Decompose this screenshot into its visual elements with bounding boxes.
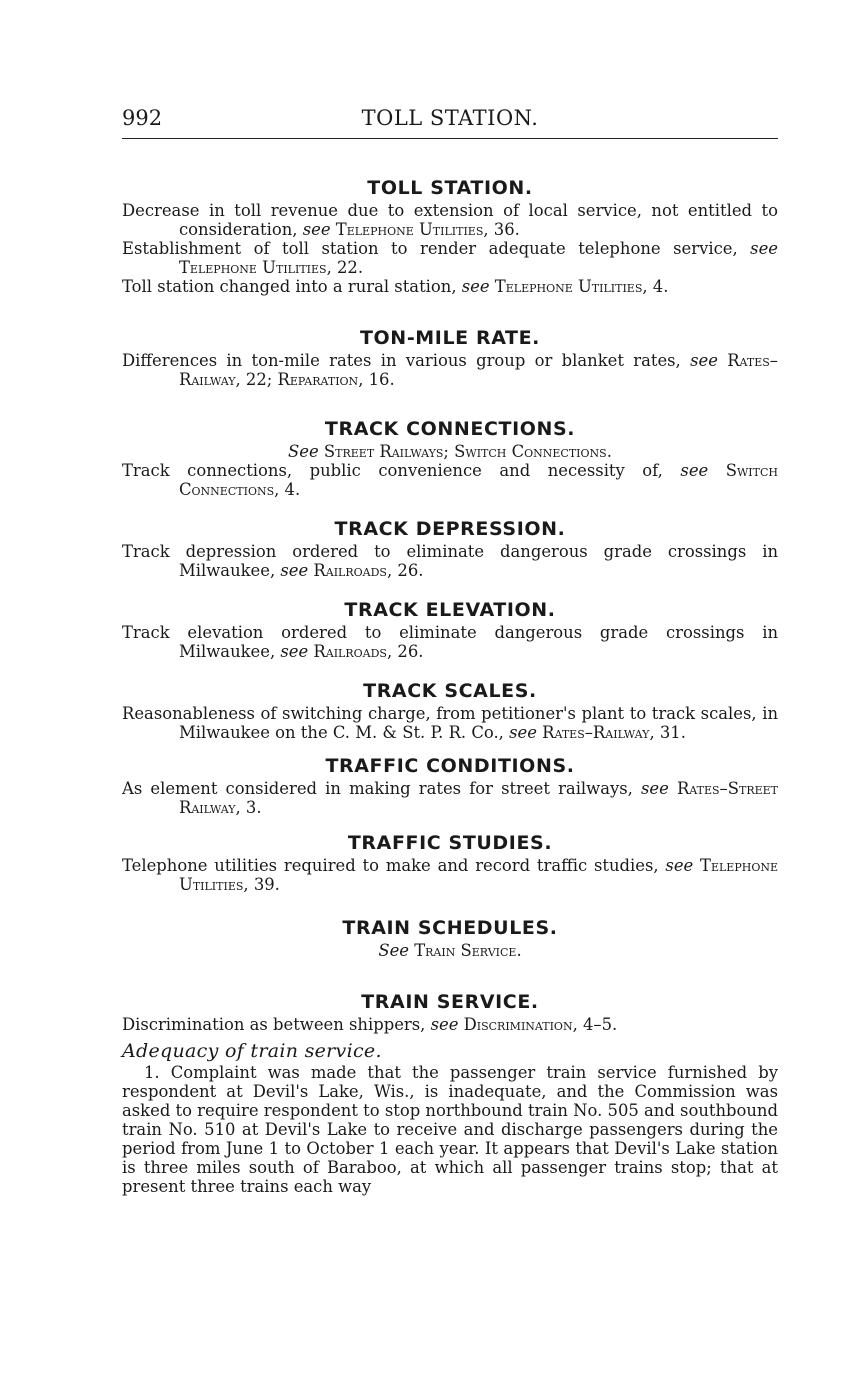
reference-tail: , 39. xyxy=(243,875,280,894)
reference: Train Service xyxy=(414,941,517,960)
index-entry xyxy=(122,351,778,389)
subheading: Adequacy of train service. xyxy=(122,1040,382,1062)
entry-text: Track connections, public convenience and necessity of, xyxy=(122,461,663,480)
see-word: see xyxy=(430,1015,459,1034)
index-entry xyxy=(122,239,778,277)
reference-tail: , 4. xyxy=(274,480,301,499)
reference: Discrimination xyxy=(463,1015,573,1034)
separator: ; xyxy=(443,442,449,461)
section-heading: TRACK DEPRESSION. xyxy=(334,518,566,540)
section-heading: TOLL STATION. xyxy=(367,177,533,199)
reference-tail: , 26. xyxy=(386,561,424,580)
index-section xyxy=(122,831,778,894)
reference: Telephone Utilities xyxy=(335,220,484,239)
reference: Switch Connections xyxy=(454,442,607,461)
see-word: see xyxy=(750,239,778,258)
reference: Rates–Railway xyxy=(179,351,778,389)
entry-text: Track depression ordered to eliminate dangerous grade crossings in Milwaukee, xyxy=(122,542,778,580)
section-heading: TON-MILE RATE. xyxy=(360,327,540,349)
section-heading: TRACK SCALES. xyxy=(363,680,537,702)
entry-text: Track elevation ordered to eliminate dangerous grade crossings in Milwaukee, xyxy=(122,623,778,661)
index-section xyxy=(122,326,778,389)
index-entry xyxy=(122,542,778,580)
see-word: see xyxy=(665,856,694,875)
entry-text: Discrimination as between shippers, xyxy=(122,1015,426,1034)
index-entry xyxy=(122,461,778,499)
see-word: see xyxy=(641,779,669,798)
entry-text: Establishment of toll station to render adequate telephone service, xyxy=(122,239,738,258)
reference: Street Railways xyxy=(323,442,444,461)
index-entry xyxy=(122,623,778,661)
index-entry xyxy=(122,856,778,894)
index-entry xyxy=(122,201,778,239)
see-word: See xyxy=(378,941,409,960)
reference-tail: , 16. xyxy=(358,370,395,389)
section-heading: TRACK CONNECTIONS. xyxy=(324,418,576,440)
running-title: TOLL STATION. xyxy=(361,106,539,130)
section-heading: TRAFFIC STUDIES. xyxy=(347,832,553,854)
entry-text: Differences in ton-mile rates in various group or blanket rates, xyxy=(122,351,681,370)
page-number: 992 xyxy=(122,106,163,130)
index-section xyxy=(122,916,778,960)
entry-text: Telephone utilities required to make and record traffic studies, xyxy=(122,856,659,875)
reference: Telephone Utilities xyxy=(494,277,643,296)
index-entry xyxy=(122,277,778,296)
cross-reference xyxy=(122,941,778,960)
see-word: see xyxy=(461,277,490,296)
see-word: see xyxy=(302,220,331,239)
reference: Switch Connections xyxy=(179,461,778,499)
entry-text: Reasonableness of switching charge, from petitioner's plant to track scales, in Milwaukee on the C. M. & St. P. R. Co., xyxy=(122,704,778,742)
see-word: see xyxy=(690,351,718,370)
entry-text: Toll station changed into a rural station, xyxy=(122,277,457,296)
reference-tail: , 22. xyxy=(326,258,364,277)
see-word: see xyxy=(280,561,309,580)
entry-text: As element considered in making rates for street railways, xyxy=(122,779,633,798)
reference-tail: , 26. xyxy=(386,642,424,661)
cross-reference xyxy=(122,442,778,461)
index-entry xyxy=(122,704,778,742)
entry-text: Decrease in toll revenue due to extension of local service, not entitled to consideration, xyxy=(122,201,778,239)
running-header xyxy=(122,104,778,139)
book-page xyxy=(122,104,778,1196)
index-section xyxy=(122,598,778,661)
index-section xyxy=(122,176,778,296)
reference-tail: . xyxy=(606,442,612,461)
see-word: see xyxy=(680,461,709,480)
reference-tail: , 36. xyxy=(483,220,520,239)
reference-tail: , 4–5. xyxy=(572,1015,618,1034)
index-sections xyxy=(122,176,778,1034)
see-word: see xyxy=(509,723,537,742)
reference-tail: , 4. xyxy=(642,277,669,296)
reference: Telephone Utilities xyxy=(179,258,327,277)
section-heading: TRAIN SCHEDULES. xyxy=(342,917,558,939)
index-entry xyxy=(122,779,778,817)
reference: Telephone Utilities xyxy=(179,856,778,894)
see-word: see xyxy=(280,642,309,661)
reference: Reparation xyxy=(277,370,359,389)
index-section xyxy=(122,679,778,742)
reference-tail: . xyxy=(516,941,522,960)
reference: Railroads xyxy=(313,561,387,580)
body-paragraph: 1. Complaint was made that the passenger train service furnished by respondent at Devil's Lake, Wis., is inadequate, and the Commission was asked to require respondent to stop northbound train No. 505 and southbound train No. 510 at Devil's Lake to receive and discharge passengers during the period from June 1 to October 1 each year. It appears that Devil's Lake station is three miles south of Baraboo, at which all passenger trains stop; that at present three trains each way xyxy=(122,1063,778,1196)
section-heading: TRAFFIC CONDITIONS. xyxy=(325,755,575,777)
reference-tail: , 22; xyxy=(235,370,273,389)
reference-tail: , 31. xyxy=(649,723,686,742)
index-section xyxy=(122,517,778,580)
index-section xyxy=(122,990,778,1034)
index-section xyxy=(122,417,778,499)
reference: Rates–Railway xyxy=(542,723,650,742)
index-section xyxy=(122,754,778,817)
reference: Railroads xyxy=(313,642,387,661)
section-heading: TRAIN SERVICE. xyxy=(361,991,539,1013)
section-heading: TRACK ELEVATION. xyxy=(344,599,556,621)
see-word: See xyxy=(288,442,319,461)
reference: Rates–Street Railway xyxy=(179,779,778,817)
index-entry xyxy=(122,1015,778,1034)
reference-tail: , 3. xyxy=(235,798,262,817)
